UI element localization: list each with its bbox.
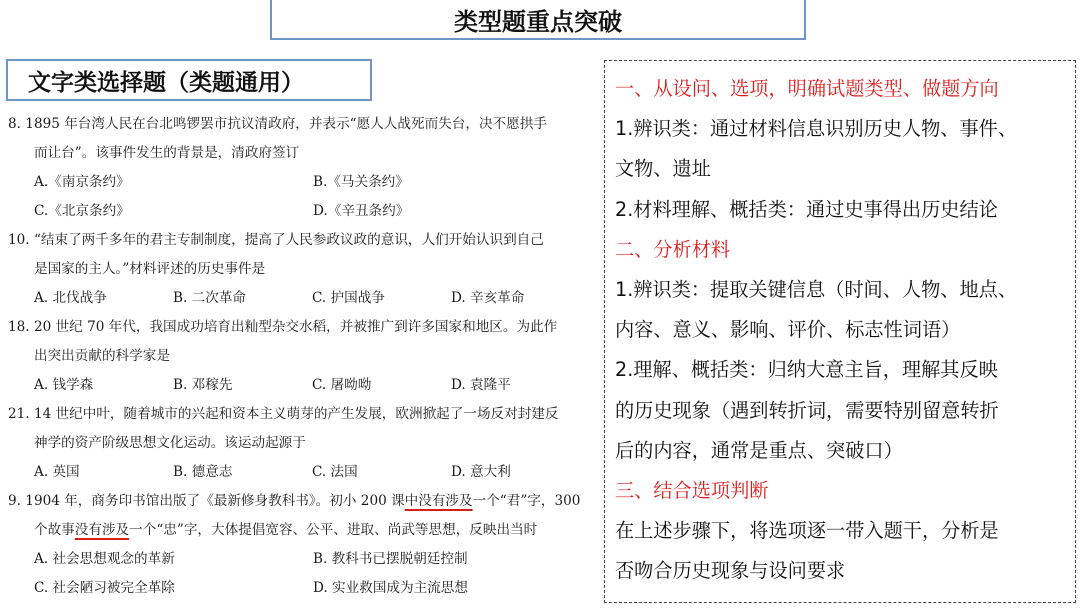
question-10 — [6, 226, 600, 313]
option-row — [6, 168, 600, 197]
question-stem: 出突出贡献的科学家是 — [34, 348, 170, 364]
option-a: A. 北伐战争 — [34, 290, 107, 306]
stem-text: 个故事 — [34, 522, 75, 538]
option-b: B. 邓稼先 — [173, 377, 233, 393]
note-line: 否吻合历史现象与设问要求 — [615, 559, 846, 583]
question-8 — [6, 110, 600, 226]
stem-text: 一个“忠”字，大体提倡宽容、公平、进取、尚武等思想，反映出当时 — [129, 522, 538, 538]
question-stem — [6, 487, 600, 516]
option-a: A.《南京条约》 — [34, 174, 130, 190]
option-b: B. 德意志 — [173, 464, 233, 480]
note-line: 文物、遗址 — [615, 157, 711, 181]
option-d: D. 辛亥革命 — [451, 290, 525, 306]
option-c: C. 社会陋习被完全革除 — [34, 580, 175, 596]
option-d: D. 袁隆平 — [451, 377, 511, 393]
underlined-keyword: 没有涉及 — [74, 522, 130, 538]
option-row — [6, 284, 600, 313]
note-line: 的历史现象（遇到转折词，需要特别留意转折 — [615, 398, 999, 422]
option-c: C. 屠呦呦 — [312, 377, 372, 393]
note-line: 一、从设问、选项，明确试题类型、做题方向 — [615, 77, 999, 100]
question-stem: 神学的资产阶级思想文化运动。该运动起源于 — [34, 435, 306, 451]
option-a: A. 英国 — [34, 464, 80, 480]
note-line: 在上述步骤下，将选项逐一带入题干，分析是 — [615, 519, 999, 543]
question-18 — [6, 313, 600, 400]
underlined-keyword: 中没有涉及 — [404, 493, 473, 509]
note-line: 后的内容，通常是重点、突破口） — [615, 438, 903, 462]
note-line: 二、分析材料 — [615, 237, 731, 261]
question-stem: 而让台”。该事件发生的背景是，清政府签订 — [34, 145, 300, 161]
question-list — [6, 110, 600, 603]
option-row — [6, 197, 600, 226]
question-stem: 21. 14 世纪中叶，随着城市的兴起和资本主义萌芽的产生发展，欧洲掀起了一场反对封建反 — [8, 406, 559, 422]
slide-title: 类型题重点突破 — [270, 0, 806, 40]
method-notes-panel — [604, 60, 1076, 603]
option-a: A. 钱学森 — [34, 377, 94, 393]
option-b: B. 二次革命 — [173, 290, 247, 306]
note-line: 2.材料理解、概括类：通过史事得出历史结论 — [615, 197, 998, 221]
option-row — [6, 458, 600, 487]
note-line: 2.理解、概括类：归纳大意主旨，理解其反映 — [615, 358, 998, 382]
question-9 — [6, 487, 600, 603]
question-stem: 8. 1895 年台湾人民在台北鸣锣罢市抗议清政府，并表示“愿人人战死而失台，决不愿拱手 — [8, 116, 547, 132]
question-stem: 18. 20 世纪 70 年代，我国成功培育出籼型杂交水稻，并被推广到许多国家和地区。为此作 — [8, 319, 558, 335]
note-line: 三、结合选项判断 — [615, 479, 769, 503]
stem-text: 9. 1904 年，商务印书馆出版了《最新修身教科书》。初小 200 课 — [8, 493, 405, 509]
option-c: C. 护国战争 — [312, 290, 385, 306]
option-row — [6, 371, 600, 400]
option-row — [6, 574, 600, 603]
question-stem: 是国家的主人。”材料评述的历史事件是 — [34, 261, 266, 277]
option-b: B. 教科书已摆脱朝廷控制 — [313, 551, 468, 567]
option-b: B.《马关条约》 — [313, 174, 409, 190]
option-d: D.《辛丑条约》 — [313, 203, 410, 219]
question-stem: 10. “结束了两千多年的君主专制制度，提高了人民参政议政的意识，人们开始认识到自己 — [8, 232, 544, 248]
note-line: 1.辨识类：提取关键信息（时间、人物、地点、 — [615, 278, 1018, 302]
stem-text: 一个“君”字，300 — [472, 493, 581, 509]
question-21 — [6, 400, 600, 487]
question-stem — [6, 516, 600, 545]
option-a: A. 社会思想观念的革新 — [34, 551, 175, 567]
option-c: C. 法国 — [312, 464, 358, 480]
option-row — [6, 545, 600, 574]
option-c: C.《北京条约》 — [34, 203, 130, 219]
section-subtitle: 文字类选择题（类题通用） — [6, 59, 372, 101]
note-line: 1.辨识类：通过材料信息识别历史人物、事件、 — [615, 117, 1018, 141]
option-d: D. 意大利 — [451, 464, 511, 480]
note-line: 内容、意义、影响、评价、标志性词语） — [615, 318, 961, 342]
option-d: D. 实业救国成为主流思想 — [313, 580, 468, 596]
